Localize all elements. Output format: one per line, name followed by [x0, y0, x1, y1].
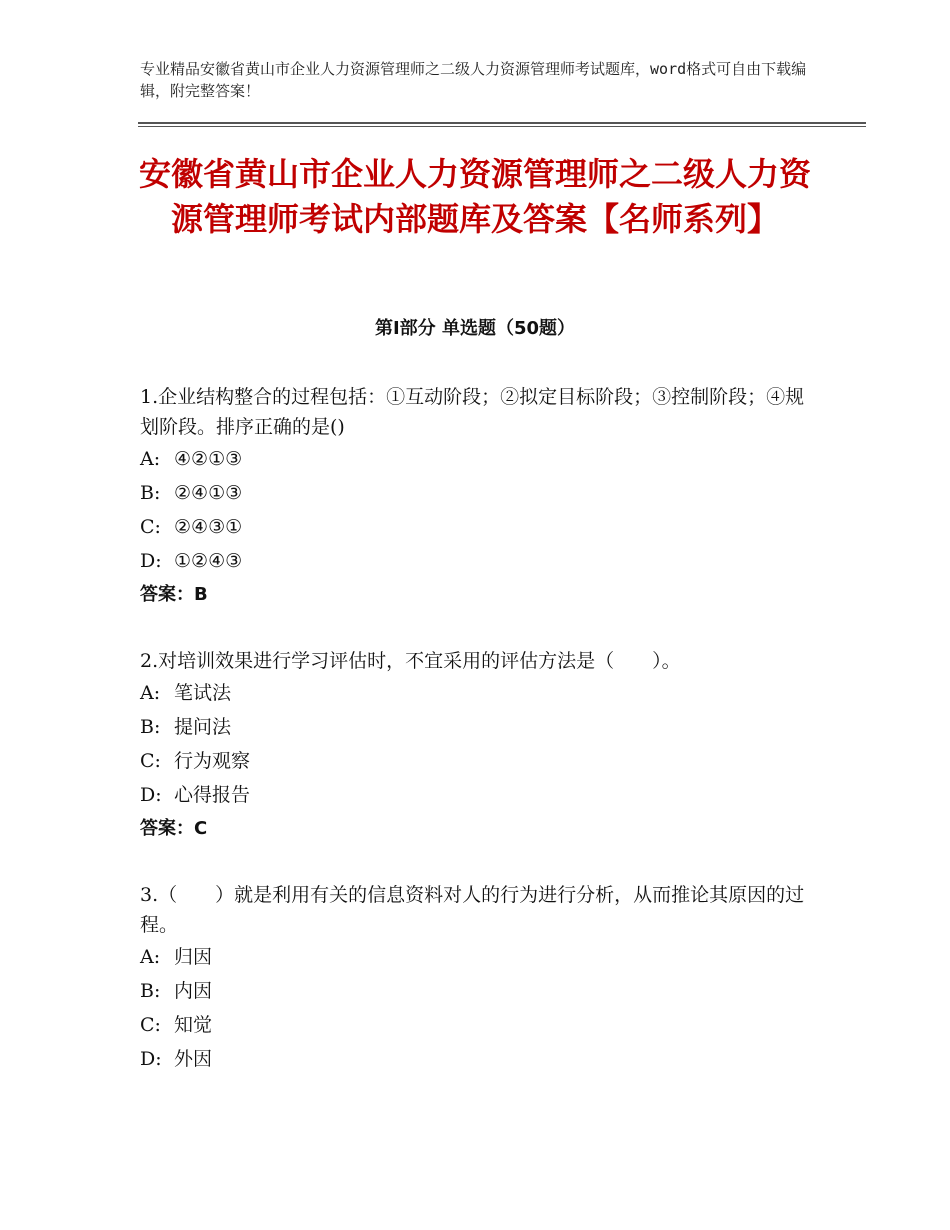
question-stem: 1.企业结构整合的过程包括：①互动阶段；②拟定目标阶段；③控制阶段；④规划阶段。排序正确的是() [140, 386, 805, 438]
option-key: C: [140, 1014, 161, 1036]
option-key: A: [140, 448, 161, 470]
option-b [140, 974, 820, 1008]
header-divider [138, 122, 866, 124]
option-text: 行为观察 [174, 750, 251, 772]
option-key: A: [140, 682, 161, 704]
option-c [140, 510, 820, 544]
option-a [140, 940, 820, 974]
section-heading: 第Ⅰ部分 单选题（50题） [374, 318, 575, 339]
option-text: 心得报告 [174, 784, 251, 806]
option-key: D: [140, 784, 162, 806]
option-text: 提问法 [174, 716, 232, 738]
option-b [140, 476, 820, 510]
question-list [140, 382, 820, 1110]
option-text: ①②④③ [174, 550, 243, 572]
option-text: ②④③① [174, 516, 243, 538]
option-key: B: [140, 980, 161, 1002]
answer-line: 答案：C [140, 818, 208, 839]
option-key: C: [140, 750, 161, 772]
question-stem: 3.（ ）就是利用有关的信息资料对人的行为进行分析，从而推论其原因的过程。 [140, 884, 805, 936]
header-divider-thin [138, 126, 866, 127]
option-key: D: [140, 550, 162, 572]
option-b [140, 710, 820, 744]
answer-line: 答案：B [140, 584, 208, 605]
option-c [140, 1008, 820, 1042]
option-text: 归因 [174, 946, 213, 968]
option-key: A: [140, 946, 161, 968]
option-d [140, 1042, 820, 1076]
option-text: 笔试法 [174, 682, 232, 704]
option-d [140, 544, 820, 578]
header-note: 专业精品安徽省黄山市企业人力资源管理师之二级人力资源管理师考试题库，word格式可自由下载编辑，附完整答案！ [140, 60, 807, 100]
option-key: B: [140, 482, 161, 504]
option-key: D: [140, 1048, 162, 1070]
option-key: B: [140, 716, 161, 738]
option-text: ②④①③ [174, 482, 243, 504]
document-title: 安徽省黄山市企业人力资源管理师之二级人力资源管理师考试内部题库及答案【名师系列】 [138, 155, 811, 238]
option-key: C: [140, 516, 161, 538]
option-a [140, 442, 820, 476]
option-text: 外因 [174, 1048, 213, 1070]
option-text: 知觉 [174, 1014, 213, 1036]
option-text: 内因 [174, 980, 213, 1002]
option-c [140, 744, 820, 778]
option-d [140, 778, 820, 812]
question-2 [140, 646, 820, 846]
option-a [140, 676, 820, 710]
option-text: ④②①③ [174, 448, 243, 470]
question-3 [140, 880, 820, 1076]
question-stem: 2.对培训效果进行学习评估时，不宜采用的评估方法是（ ）。 [140, 650, 681, 672]
question-1 [140, 382, 820, 612]
